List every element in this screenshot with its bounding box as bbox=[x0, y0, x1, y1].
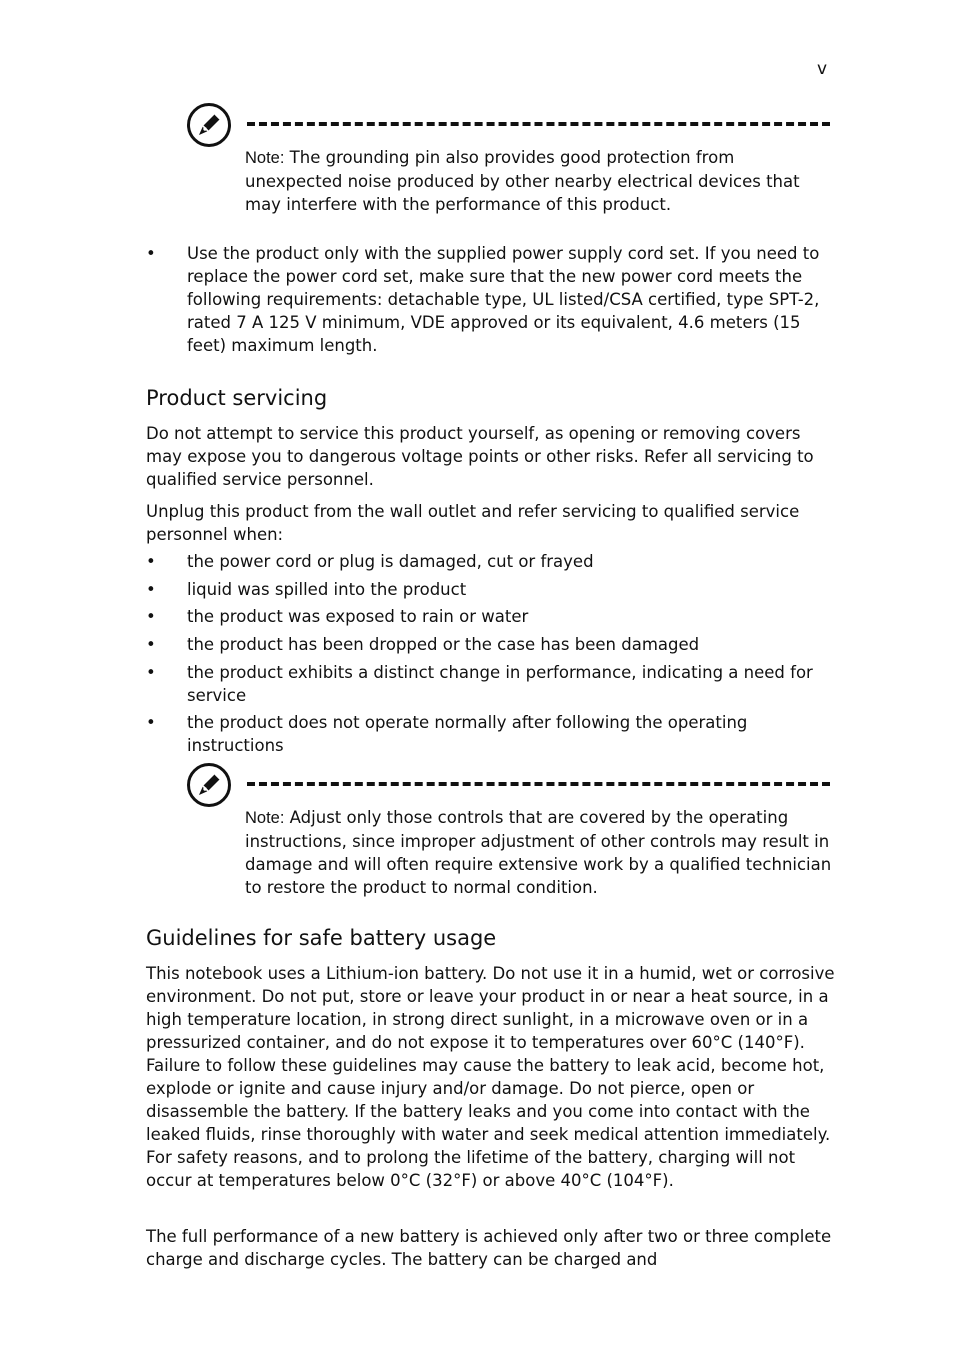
note-label: Note: bbox=[245, 149, 285, 167]
list-item bbox=[146, 633, 836, 656]
bullet-glyph: • bbox=[146, 244, 156, 263]
note-body: The grounding pin also provides good protection from unexpected noise produced by other nearby electrical devices that may interfere with the performance of this product. bbox=[245, 148, 800, 214]
note-divider bbox=[247, 122, 830, 126]
note-pen-icon bbox=[186, 762, 232, 808]
note-grounding-pin bbox=[245, 146, 835, 216]
list-item bbox=[146, 711, 836, 757]
page-number: v bbox=[817, 59, 828, 79]
list-item-text: the product has been dropped or the case has been damaged bbox=[187, 635, 700, 654]
list-item bbox=[146, 605, 836, 628]
list-item-text: liquid was spilled into the product bbox=[187, 580, 467, 599]
bullet-glyph: • bbox=[146, 607, 156, 626]
list-item-text: the product does not operate normally after following the operating instructions bbox=[187, 713, 748, 755]
list-item bbox=[146, 661, 836, 707]
note-divider bbox=[247, 782, 830, 786]
list-item bbox=[146, 578, 836, 601]
note-body: Adjust only those controls that are covered by the operating instructions, since improper adjustment of other controls may result in damage and will often require extensive work by a qualified technician to restore the product to normal condition. bbox=[245, 808, 832, 897]
section-heading-product-servicing: Product servicing bbox=[146, 386, 328, 410]
battery-paragraph-1: This notebook uses a Lithium-ion battery. Do not use it in a humid, wet or corrosive environment. Do not put, store or leave your product in or near a heat source, in a high temperature location, in strong direct sunlight, in a microwave oven or in a pressurized container, and do not expose it to temperatures over 60°C (140°F). Failure to follow these guidelines may cause the battery to leak acid, become hot, explode or ignite and cause injury and/or damage. Do not pierce, open or disassemble the battery. If the battery leaks and you come into contact with the leaked fluids, rinse thoroughly with water and seek medical attention immediately. For safety reasons, and to prolong the lifetime of the battery, charging will not occur at temperatures below 0°C (32°F) or above 40°C (104°F). bbox=[146, 964, 835, 1190]
bullet-glyph: • bbox=[146, 580, 156, 599]
list-item-text: the product exhibits a distinct change in performance, indicating a need for service bbox=[187, 663, 813, 705]
note-label: Note: bbox=[245, 809, 285, 827]
list-item bbox=[146, 242, 836, 357]
servicing-paragraph-2: Unplug this product from the wall outlet and refer servicing to qualified service personnel when: bbox=[146, 502, 800, 544]
battery-paragraph-2: The full performance of a new battery is achieved only after two or three complete charge and discharge cycles. The battery can be charged and bbox=[146, 1227, 832, 1269]
bullet-glyph: • bbox=[146, 713, 156, 732]
note-pen-icon bbox=[186, 102, 232, 148]
section-heading-battery: Guidelines for safe battery usage bbox=[146, 926, 497, 950]
note-adjust-controls bbox=[245, 806, 835, 899]
list-item bbox=[146, 550, 836, 573]
bullet-glyph: • bbox=[146, 635, 156, 654]
list-item-text: the product was exposed to rain or water bbox=[187, 607, 529, 626]
power-cord-requirements: Use the product only with the supplied power supply cord set. If you need to replace the power cord set, make sure that the new power cord meets the following requirements: detachable type, UL listed/CSA certified, type SPT-2, rated 7 A 125 V minimum, VDE approved or its equivalent, 4.6 meters (15 feet) maximum length. bbox=[187, 244, 820, 355]
bullet-glyph: • bbox=[146, 663, 156, 682]
servicing-paragraph-1: Do not attempt to service this product yourself, as opening or removing covers may expose you to dangerous voltage points or other risks. Refer all servicing to qualified service personnel. bbox=[146, 424, 814, 489]
bullet-glyph: • bbox=[146, 552, 156, 571]
list-item-text: the power cord or plug is damaged, cut or frayed bbox=[187, 552, 594, 571]
